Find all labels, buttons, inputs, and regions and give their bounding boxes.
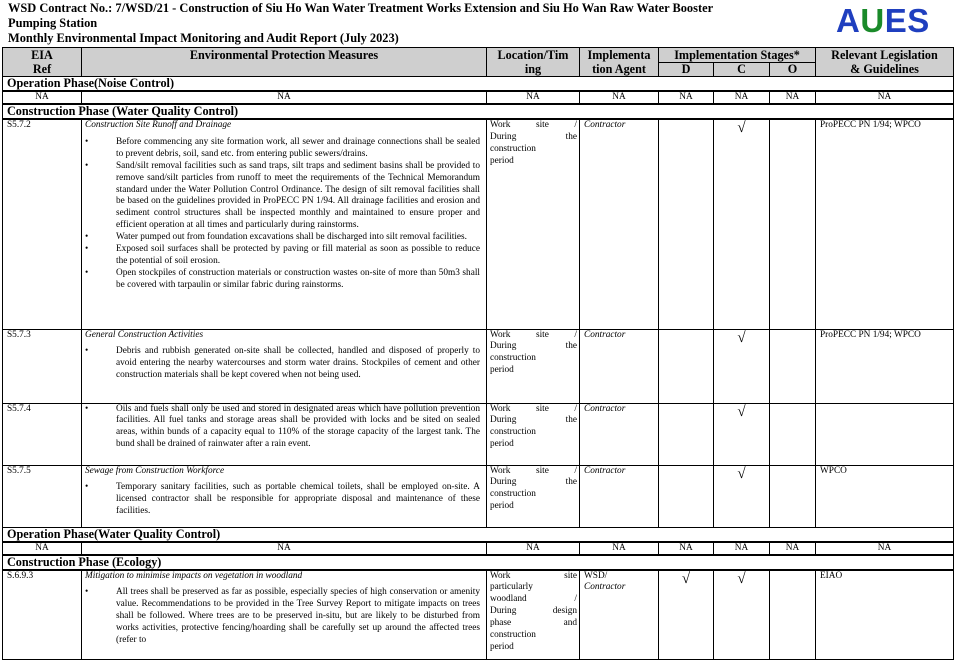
section-heading: Construction Phase (Ecology) bbox=[3, 555, 954, 570]
eia-ref: S.6.9.3 bbox=[3, 570, 82, 660]
col-header-stages: Implementation Stages* bbox=[659, 48, 816, 63]
legislation-cell: ProPECC PN 1/94; WPCO bbox=[816, 119, 954, 329]
agent-cell: WSD/ Contractor bbox=[580, 570, 659, 660]
stage-d-cell bbox=[659, 465, 714, 527]
logo-letter: S bbox=[907, 2, 930, 39]
measure-bullet: • All trees shall be preserved as far as possible, especially species of high conservation or amenity value. Recommendations to be provided in the Tree Survey Report to mitigate impacts on trees shall be followed. Where trees are to be preserved in-situ, but are likely to be disturbed from works activities, protective fencing/hoarding shall be carefully set up around the affected trees (refer to bbox=[85, 587, 480, 647]
logo-letter: U bbox=[860, 2, 885, 39]
eia-ref: S5.7.5 bbox=[3, 465, 82, 527]
stage-d-cell bbox=[659, 119, 714, 329]
legislation-cell: ProPECC PN 1/94; WPCO bbox=[816, 329, 954, 403]
legislation-cell: WPCO bbox=[816, 465, 954, 527]
table-row bbox=[3, 119, 954, 329]
stage-o-cell bbox=[770, 403, 816, 465]
implementation-schedule-table bbox=[2, 47, 954, 660]
measure-bullet: • Sand/silt removal facilities such as sand traps, silt traps and sediment basins shall be provided to remove sand/silt particles from runoff to meet the requirements of the Technical Memorandum standard under the Water Pollution Control Ordinance. The design of silt removal facilities shall be based on the guidelines provided in ProPECC PN 1/94. All drainage facilities and erosion and sediment control structures shall be inspected monthly and maintained to ensure proper and efficient operation at all times and particularly during rainstorms. bbox=[85, 161, 480, 232]
agent-cell: Contractor bbox=[580, 465, 659, 527]
section-heading: Operation Phase(Noise Control) bbox=[3, 77, 954, 92]
stage-o-cell bbox=[770, 119, 816, 329]
measure-bullet: • Water pumped out from foundation excavations shall be discharged into silt removal facilities. bbox=[85, 232, 480, 244]
contract-title: WSD Contract No.: 7/WSD/21 - Construction of Siu Ho Wan Water Treatment Works Extension and Siu Ho Wan Raw Water Booster bbox=[8, 1, 714, 15]
agent-cell: Contractor bbox=[580, 329, 659, 403]
eia-ref: S5.7.4 bbox=[3, 403, 82, 465]
contract-title-cont: Pumping Station bbox=[8, 16, 98, 30]
report-title: Monthly Environmental Impact Monitoring and Audit Report (July 2023) bbox=[8, 31, 399, 45]
measure-bullet: • Open stockpiles of construction materials or construction wastes on-site of more than 50m3 shall be covered with tarpaulin or similar fabric during rainstorms. bbox=[85, 268, 480, 292]
legislation-cell: EIAO bbox=[816, 570, 954, 660]
na-row: NA NA NA NA NA NA NA NA bbox=[3, 542, 954, 555]
measure-title: Sewage from Construction Workforce bbox=[85, 465, 225, 476]
measure-bullet: • Temporary sanitary facilities, such as portable chemical toilets, shall be employed on-site. A licensed contractor shall be responsible for appropriate disposal and maintenance of these facilities. bbox=[85, 482, 480, 518]
aues-logo bbox=[836, 2, 930, 40]
section-heading: Operation Phase(Water Quality Control) bbox=[3, 527, 954, 542]
col-header-legislation: Relevant Legislation & Guidelines bbox=[816, 48, 954, 77]
location-cell: Work site / During the construction period bbox=[487, 403, 580, 465]
eia-ref: S5.7.3 bbox=[3, 329, 82, 403]
stage-o-cell bbox=[770, 570, 816, 660]
measure-cell bbox=[82, 465, 487, 527]
measure-cell bbox=[82, 329, 487, 403]
stage-d-cell bbox=[659, 403, 714, 465]
logo-letter: E bbox=[884, 2, 908, 39]
measure-cell bbox=[82, 403, 487, 465]
stage-d-cell bbox=[659, 329, 714, 403]
col-header-stage-d: D bbox=[659, 63, 714, 77]
report-header bbox=[8, 1, 808, 46]
location-cell: Work site / During the construction period bbox=[487, 329, 580, 403]
stage-c-tick: √ bbox=[714, 465, 770, 527]
na-row: NA NA NA NA NA NA NA NA bbox=[3, 91, 954, 104]
table-row bbox=[3, 329, 954, 403]
section-heading: Construction Phase (Water Quality Control) bbox=[3, 104, 954, 119]
col-header-stage-o: O bbox=[770, 63, 816, 77]
stage-c-tick: √ bbox=[714, 403, 770, 465]
agent-cell: Contractor bbox=[580, 403, 659, 465]
measure-bullet: • Before commencing any site formation work, all sewer and drainage connections shall be sealed to prevent debris, soil, sand etc. from entering public sewers/drains. bbox=[85, 137, 480, 161]
location-cell: Work site / During the construction period bbox=[487, 465, 580, 527]
measure-title: General Construction Activities bbox=[85, 329, 204, 340]
measure-cell bbox=[82, 570, 487, 660]
stage-o-cell bbox=[770, 329, 816, 403]
measure-bullet: • Debris and rubbish generated on-site shall be collected, handled and disposed of properly to avoid entering the nearby watercourses and storm water drains. Stockpiles of cement and other construction materials shall be kept covered when not being used. bbox=[85, 346, 480, 382]
col-header-agent: Implementa tion Agent bbox=[580, 48, 659, 77]
logo-letter: A bbox=[836, 2, 861, 39]
eia-ref: S5.7.2 bbox=[3, 119, 82, 329]
stage-d-tick: √ bbox=[659, 570, 714, 660]
measure-bullet: • Oils and fuels shall only be used and stored in designated areas which have pollution prevention facilities. All fuel tanks and storage areas shall be provided with locks and be sited on sealed areas, within bunds of a capacity equal to 110% of the storage capacity of the largest tank. The bund shall be drained of rainwater after a rain event. bbox=[85, 404, 480, 452]
location-cell: Work site particularly woodland / During design phase and construction period bbox=[487, 570, 580, 660]
table-row bbox=[3, 403, 954, 465]
measure-cell bbox=[82, 119, 487, 329]
col-header-stage-c: C bbox=[714, 63, 770, 77]
stage-c-tick: √ bbox=[714, 329, 770, 403]
col-header-eia-ref: EIA Ref bbox=[3, 48, 82, 77]
col-header-measures: Environmental Protection Measures bbox=[82, 48, 487, 77]
table-row bbox=[3, 570, 954, 660]
measure-title: Construction Site Runoff and Drainage bbox=[85, 120, 232, 130]
stage-c-tick: √ bbox=[714, 119, 770, 329]
col-header-location: Location/Tim ing bbox=[487, 48, 580, 77]
stage-c-tick: √ bbox=[714, 570, 770, 660]
table-row bbox=[3, 465, 954, 527]
stage-o-cell bbox=[770, 465, 816, 527]
legislation-cell bbox=[816, 403, 954, 465]
location-cell: Work site / During the construction period bbox=[487, 119, 580, 329]
agent-cell: Contractor bbox=[580, 119, 659, 329]
measure-title: Mitigation to minimise impacts on vegetation in woodland bbox=[85, 570, 303, 581]
measure-bullet: • Exposed soil surfaces shall be protected by paving or fill material as soon as possible to reduce the potential of soil erosion. bbox=[85, 244, 480, 268]
